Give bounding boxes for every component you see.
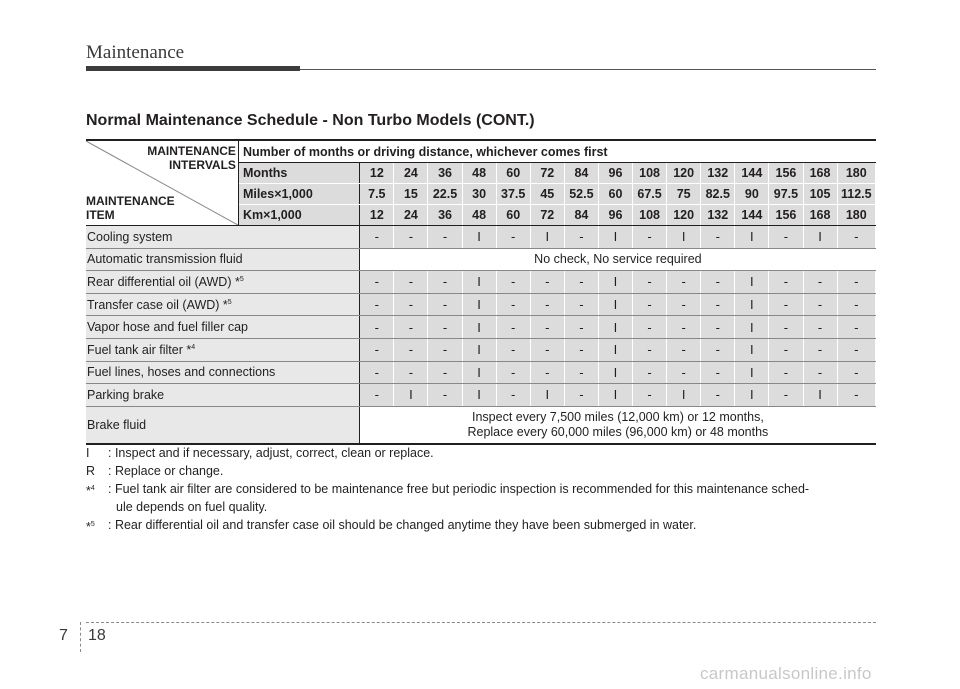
schedule-cell: - [530, 316, 564, 339]
maintenance-item-label: Vapor hose and fuel filler cap [87, 320, 248, 335]
maintenance-item [86, 293, 360, 316]
legend-note [86, 516, 886, 536]
schedule-cell: I [735, 316, 769, 339]
schedule-cell: I [462, 316, 496, 339]
maintenance-item [86, 226, 360, 249]
schedule-cell: - [496, 338, 530, 361]
schedule-cell: - [667, 271, 701, 294]
table-row [86, 316, 876, 339]
schedule-cell: - [428, 226, 462, 249]
schedule-cell: - [496, 316, 530, 339]
corner-header [86, 140, 238, 226]
interval-value: 60 [496, 205, 530, 226]
interval-value: 144 [735, 163, 769, 184]
interval-value: 84 [564, 205, 598, 226]
schedule-cell: - [633, 316, 667, 339]
interval-value: 180 [837, 163, 875, 184]
legend-note [86, 462, 886, 480]
legend-mark-symbol: * [86, 484, 91, 499]
legend-text [108, 462, 886, 480]
schedule-cell: - [633, 293, 667, 316]
schedule-cell: - [837, 316, 875, 339]
schedule-cell: - [530, 338, 564, 361]
schedule-cell: - [769, 293, 803, 316]
schedule-cell: - [701, 361, 735, 384]
schedule-cell: - [667, 293, 701, 316]
legend-note [86, 480, 886, 516]
interval-value: 60 [496, 163, 530, 184]
maintenance-item [86, 338, 360, 361]
schedule-cell: - [496, 226, 530, 249]
schedule-cell: I [598, 361, 632, 384]
schedule-cell: - [496, 293, 530, 316]
interval-value: 120 [667, 205, 701, 226]
schedule-cell: - [530, 271, 564, 294]
table-row [86, 361, 876, 384]
schedule-cell: - [394, 361, 428, 384]
schedule-cell: - [837, 384, 875, 407]
table-row [86, 271, 876, 294]
maintenance-item-label: Fuel tank air filter * [87, 342, 192, 357]
schedule-cell: - [803, 293, 837, 316]
schedule-cell: I [394, 384, 428, 407]
schedule-cell: - [394, 293, 428, 316]
schedule-cell: - [837, 293, 875, 316]
schedule-cell: - [428, 293, 462, 316]
schedule-cell: - [360, 271, 394, 294]
footnote-number: 5 [90, 521, 95, 528]
interval-value: 108 [633, 205, 667, 226]
maintenance-item-label: Automatic transmission fluid [87, 252, 243, 267]
schedule-cell: I [735, 384, 769, 407]
table-row [86, 293, 876, 316]
maintenance-item-label: Transfer case oil (AWD) * [87, 297, 228, 312]
interval-value: 48 [462, 163, 496, 184]
schedule-cell: - [837, 361, 875, 384]
footer-rule [86, 622, 876, 623]
schedule-cell: - [701, 316, 735, 339]
schedule-cell: I [735, 271, 769, 294]
schedule-cell: - [394, 316, 428, 339]
schedule-cell: I [598, 338, 632, 361]
schedule-cell: - [803, 338, 837, 361]
schedule-cell: - [428, 338, 462, 361]
schedule-cell: I [735, 361, 769, 384]
schedule-cell: I [735, 226, 769, 249]
header-rule-thin [300, 69, 876, 70]
interval-value: 112.5 [837, 184, 875, 205]
legend-mark-symbol: R [86, 464, 96, 478]
maintenance-item [86, 316, 360, 339]
schedule-cell: I [735, 338, 769, 361]
schedule-cell: - [769, 316, 803, 339]
schedule-cell: - [530, 293, 564, 316]
corner-intervals-label [147, 144, 236, 172]
schedule-cell: - [667, 338, 701, 361]
table-row [86, 406, 876, 444]
interval-value: 168 [803, 163, 837, 184]
legend-text-line: : Replace or change. [108, 464, 224, 478]
schedule-cell: - [633, 226, 667, 249]
legend-text-line: ule depends on fuel quality. [116, 500, 268, 514]
interval-value: 15 [394, 184, 428, 205]
interval-value: 120 [667, 163, 701, 184]
interval-value: 97.5 [769, 184, 803, 205]
interval-value: 132 [701, 163, 735, 184]
footer-divider [80, 622, 82, 652]
schedule-cell: - [360, 361, 394, 384]
schedule-cell: - [803, 361, 837, 384]
interval-value: 30 [462, 184, 496, 205]
interval-value: 36 [428, 205, 462, 226]
maintenance-item [86, 406, 360, 444]
interval-value: 7.5 [360, 184, 394, 205]
legend-notes [86, 444, 886, 536]
schedule-cell: - [428, 384, 462, 407]
interval-value: 180 [837, 205, 875, 226]
schedule-cell: - [701, 226, 735, 249]
schedule-cell: - [360, 293, 394, 316]
maintenance-item-label: Brake fluid [87, 417, 147, 432]
interval-span-header: Number of months or driving distance, whichever comes first [238, 140, 875, 163]
schedule-cell: - [769, 226, 803, 249]
maintenance-item [86, 248, 360, 271]
interval-value: 72 [530, 163, 564, 184]
schedule-cell: - [360, 226, 394, 249]
maintenance-item-label: Parking brake [87, 387, 165, 402]
maintenance-item-label: Cooling system [87, 229, 173, 244]
schedule-cell: I [598, 271, 632, 294]
page-number: 18 [88, 627, 106, 644]
corner-intervals-line: MAINTENANCE [147, 144, 236, 158]
schedule-cell: - [769, 338, 803, 361]
schedule-cell: I [735, 293, 769, 316]
table-title: Normal Maintenance Schedule - Non Turbo Models (CONT.) [86, 112, 535, 129]
maintenance-schedule-table [86, 139, 876, 445]
maintenance-item [86, 271, 360, 294]
schedule-cell: - [428, 361, 462, 384]
schedule-cell: - [837, 338, 875, 361]
schedule-cell: - [701, 384, 735, 407]
legend-text [108, 516, 886, 536]
chapter-number: 7 [59, 627, 68, 644]
interval-value: 96 [598, 163, 632, 184]
schedule-cell: - [803, 316, 837, 339]
interval-value: 84 [564, 163, 598, 184]
schedule-cell: - [769, 271, 803, 294]
legend-mark [86, 516, 108, 536]
table-row [86, 338, 876, 361]
table-row [86, 226, 876, 249]
schedule-cell: - [394, 338, 428, 361]
schedule-span-cell [360, 406, 876, 444]
maintenance-item [86, 384, 360, 407]
schedule-cell: I [598, 226, 632, 249]
legend-text [108, 480, 886, 516]
interval-value: 90 [735, 184, 769, 205]
schedule-cell: - [564, 271, 598, 294]
schedule-cell: - [803, 271, 837, 294]
footnote-ref: 4 [191, 343, 196, 351]
interval-unit-label: Months [238, 163, 359, 184]
schedule-cell: - [564, 293, 598, 316]
interval-value: 156 [769, 205, 803, 226]
schedule-cell: - [633, 384, 667, 407]
interval-value: 168 [803, 205, 837, 226]
schedule-cell: - [428, 271, 462, 294]
corner-item-label [86, 194, 175, 222]
legend-text-line: : Rear differential oil and transfer case oil should be changed anytime they have been submerged in water. [108, 518, 697, 532]
interval-value: 48 [462, 205, 496, 226]
schedule-cell: - [701, 338, 735, 361]
schedule-cell: - [564, 226, 598, 249]
schedule-cell: I [530, 226, 564, 249]
schedule-cell: - [360, 316, 394, 339]
legend-note [86, 444, 886, 462]
interval-value: 22.5 [428, 184, 462, 205]
interval-value: 72 [530, 205, 564, 226]
interval-value: 45 [530, 184, 564, 205]
schedule-cell: - [428, 316, 462, 339]
table-row [86, 248, 876, 271]
schedule-cell: I [598, 384, 632, 407]
interval-value: 12 [360, 205, 394, 226]
interval-value: 24 [394, 205, 428, 226]
schedule-cell: I [667, 226, 701, 249]
watermark: carmanualsonline.info [700, 664, 872, 683]
schedule-cell: - [769, 384, 803, 407]
interval-value: 67.5 [633, 184, 667, 205]
interval-value: 132 [701, 205, 735, 226]
interval-value: 105 [803, 184, 837, 205]
schedule-cell: - [837, 226, 875, 249]
legend-text [108, 444, 886, 462]
corner-intervals-line: INTERVALS [169, 158, 236, 172]
schedule-cell: - [564, 384, 598, 407]
interval-value: 156 [769, 163, 803, 184]
table-row [86, 384, 876, 407]
schedule-span-cell: No check, No service required [360, 248, 876, 271]
schedule-cell: - [496, 361, 530, 384]
schedule-cell: I [530, 384, 564, 407]
corner-item-line: MAINTENANCE [86, 194, 175, 208]
interval-value: 96 [598, 205, 632, 226]
schedule-cell: I [667, 384, 701, 407]
schedule-cell: - [360, 338, 394, 361]
schedule-cell: - [360, 384, 394, 407]
schedule-cell: - [530, 361, 564, 384]
interval-value: 52.5 [564, 184, 598, 205]
interval-value: 75 [667, 184, 701, 205]
interval-value: 12 [360, 163, 394, 184]
legend-text-line: : Inspect and if necessary, adjust, correct, clean or replace. [108, 446, 434, 460]
schedule-cell: - [496, 384, 530, 407]
schedule-cell: I [803, 384, 837, 407]
maintenance-item-label: Fuel lines, hoses and connections [87, 365, 276, 380]
corner-item-line: ITEM [86, 208, 115, 222]
interval-value: 60 [598, 184, 632, 205]
schedule-cell: - [701, 293, 735, 316]
schedule-cell: I [462, 226, 496, 249]
header-rule-thick [86, 66, 300, 71]
section-title: Maintenance [86, 42, 185, 63]
schedule-cell: - [667, 316, 701, 339]
schedule-cell: - [564, 316, 598, 339]
legend-mark [86, 444, 108, 462]
maintenance-item-label: Rear differential oil (AWD) * [87, 274, 240, 289]
footnote-ref: 5 [227, 298, 232, 306]
schedule-cell: I [462, 338, 496, 361]
schedule-cell: I [598, 293, 632, 316]
schedule-cell: - [496, 271, 530, 294]
footnote-number: 4 [90, 485, 95, 492]
legend-mark-symbol: I [86, 446, 90, 460]
interval-unit-label: Km×1,000 [238, 205, 359, 226]
schedule-cell: I [462, 271, 496, 294]
schedule-cell: I [803, 226, 837, 249]
schedule-cell: - [564, 361, 598, 384]
schedule-cell: - [667, 361, 701, 384]
interval-value: 108 [633, 163, 667, 184]
schedule-cell: I [598, 316, 632, 339]
schedule-cell: I [462, 293, 496, 316]
legend-text-line: : Fuel tank air filter are considered to be maintenance free but periodic inspection is recommended for this maintenance sched- [108, 482, 810, 496]
interval-value: 36 [428, 163, 462, 184]
schedule-cell: - [394, 271, 428, 294]
legend-mark-symbol: * [86, 520, 91, 535]
interval-value: 144 [735, 205, 769, 226]
schedule-span-line: Replace every 60,000 miles (96,000 km) or 48 months [467, 424, 769, 439]
schedule-cell: - [769, 361, 803, 384]
interval-value: 82.5 [701, 184, 735, 205]
schedule-cell: - [633, 361, 667, 384]
schedule-cell: - [633, 338, 667, 361]
schedule-cell: I [462, 384, 496, 407]
schedule-cell: - [837, 271, 875, 294]
maintenance-item [86, 361, 360, 384]
schedule-span-line: Inspect every 7,500 miles (12,000 km) or 12 months, [471, 409, 764, 424]
schedule-cell: - [701, 271, 735, 294]
schedule-cell: I [462, 361, 496, 384]
interval-unit-label: Miles×1,000 [238, 184, 359, 205]
legend-mark [86, 480, 108, 516]
legend-mark [86, 462, 108, 480]
schedule-cell: - [633, 271, 667, 294]
footnote-ref: 5 [239, 275, 244, 283]
interval-value: 24 [394, 163, 428, 184]
interval-value: 37.5 [496, 184, 530, 205]
schedule-cell: - [564, 338, 598, 361]
schedule-cell: - [394, 226, 428, 249]
